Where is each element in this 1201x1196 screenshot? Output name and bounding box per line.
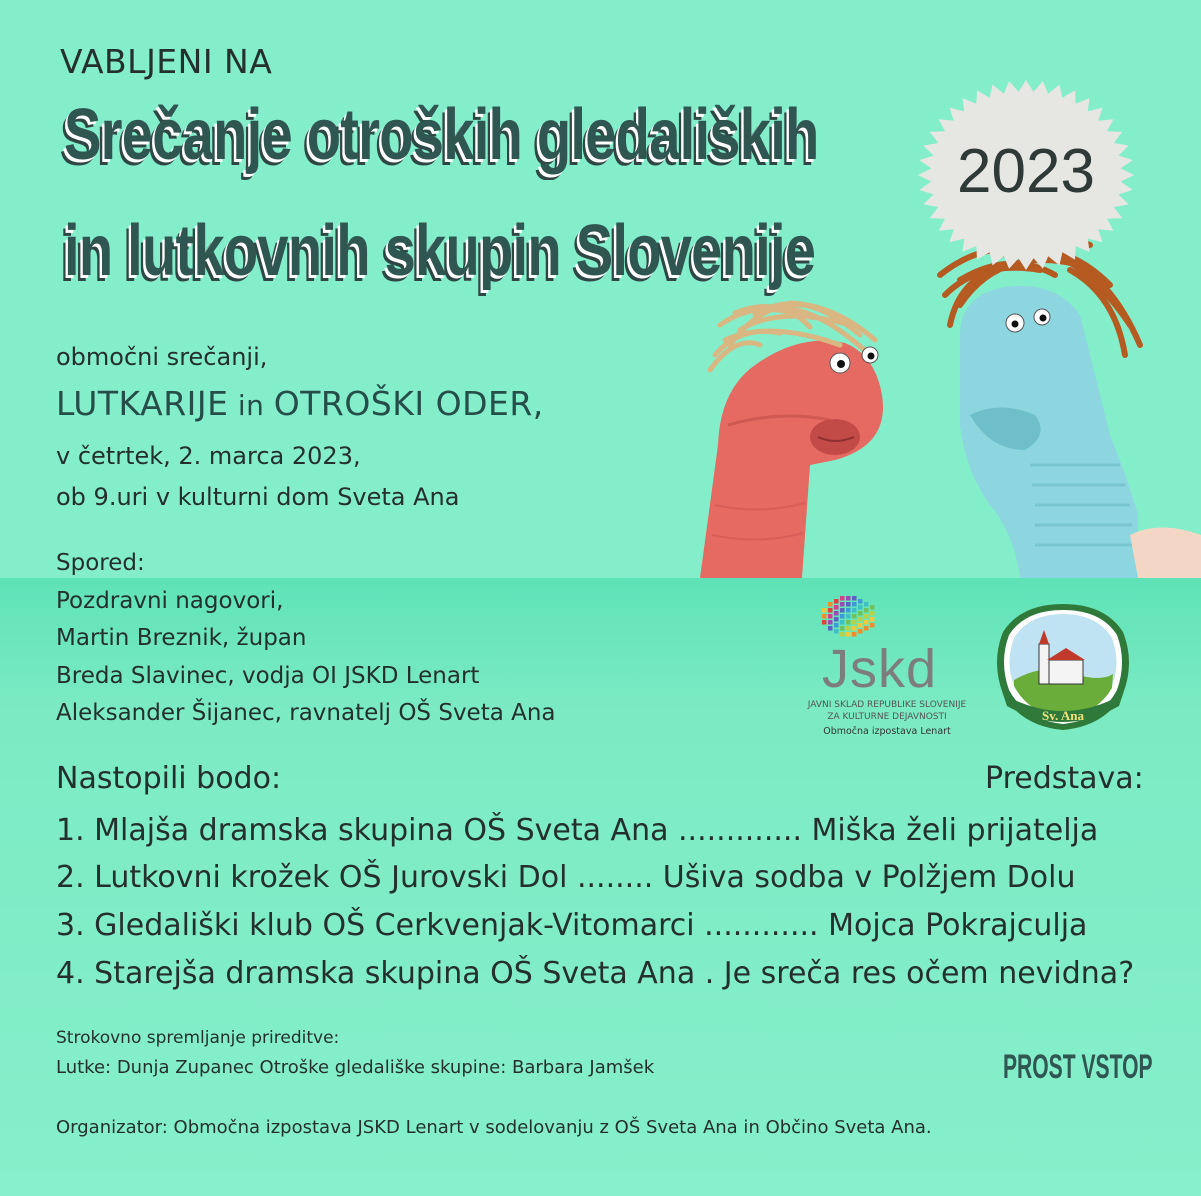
jskd-pixel (870, 623, 875, 628)
jskd-pixel (834, 623, 839, 628)
event-time-place: ob 9.uri v kulturni dom Sveta Ana (56, 483, 460, 511)
jskd-pixel (828, 626, 833, 631)
performance-item: 1. Mlajša dramska skupina OŠ Sveta Ana ............. Miška želi prijatelja (56, 813, 1099, 848)
jskd-pixel (840, 602, 845, 607)
jskd-pixel (870, 605, 875, 610)
event-name-part2: OTROŠKI ODER, (273, 384, 544, 423)
jskd-pixel (840, 596, 845, 601)
jskd-pixel (840, 632, 845, 637)
free-entry-label: PROST VSTOP (1003, 1048, 1153, 1086)
show-heading: Predstava: (985, 761, 1144, 796)
jskd-pixel (852, 626, 857, 631)
jskd-pixel (834, 629, 839, 634)
sock-puppet-blue (940, 236, 1201, 578)
jskd-letters: Jskd (822, 639, 938, 699)
jskd-pixel (858, 617, 863, 622)
jskd-pixel (822, 620, 827, 625)
event-subtitle: območni srečanji, (56, 343, 268, 371)
jskd-pixel (852, 614, 857, 619)
program-heading: Spored: (56, 550, 145, 576)
jskd-pixel (864, 602, 869, 607)
jskd-pixel (834, 599, 839, 604)
performance-item: 3. Gledališki klub OŠ Cerkvenjak-Vitomarci ............ Mojca Pokrajculja (56, 908, 1088, 943)
title-line-2: in lutkovnih skupin Slovenije (64, 211, 816, 291)
jskd-pixel (834, 617, 839, 622)
performers-heading: Nastopili bodo: (56, 761, 282, 796)
crest-label: Sv. Ana (1042, 708, 1084, 723)
jskd-pixel (870, 611, 875, 616)
jskd-pixel (828, 602, 833, 607)
jskd-pixel (840, 614, 845, 619)
program-item: Aleksander Šijanec, ravnatelj OŠ Sveta Ana (56, 700, 556, 726)
jskd-pixel (822, 608, 827, 613)
jskd-pixel (852, 602, 857, 607)
jskd-pixel (858, 611, 863, 616)
organizer-line: Organizator: Območna izpostava JSKD Lenart v sodelovanju z OŠ Sveta Ana in Občino Sveta Ana. (56, 1117, 932, 1138)
jskd-pixel (834, 611, 839, 616)
supervision-names: Lutke: Dunja Zupanec Otroške gledališke skupine: Barbara Jamšek (56, 1057, 655, 1078)
performance-item: 2. Lutkovni krožek OŠ Jurovski Dol ........ Ušiva sodba v Polžjem Dolu (56, 860, 1076, 895)
jskd-pixel (840, 608, 845, 613)
jskd-pixel (846, 620, 851, 625)
jskd-pixel (852, 608, 857, 613)
jskd-pixel (870, 617, 875, 622)
jskd-pixel (852, 596, 857, 601)
program-list (56, 545, 556, 733)
jskd-pixel (840, 620, 845, 625)
jskd-logo (802, 592, 972, 742)
jskd-line-3: Območna izpostava Lenart (823, 726, 951, 737)
jskd-pixel (864, 608, 869, 613)
jskd-pixel (846, 632, 851, 637)
jskd-pixel (846, 608, 851, 613)
program-item: Breda Slavinec, vodja OI JSKD Lenart (56, 662, 480, 689)
jskd-pixel (864, 620, 869, 625)
jskd-pixel (864, 614, 869, 619)
sveta-ana-crest (995, 602, 1131, 732)
invite-line: VABLJENI NA (60, 42, 273, 81)
jskd-pixel (846, 614, 851, 619)
jskd-pixel (858, 623, 863, 628)
supervision-heading: Strokovno spremljanje prireditve: (56, 1028, 340, 1048)
jskd-line-2: ZA KULTURNE DEJAVNOSTI (827, 712, 947, 722)
jskd-pixel (852, 632, 857, 637)
performance-item: 4. Starejša dramska skupina OŠ Sveta Ana . Je sreča res očem nevidna? (56, 956, 1135, 991)
jskd-pixel (834, 605, 839, 610)
jskd-pixel (840, 626, 845, 631)
event-name (56, 384, 544, 423)
year-text: 2023 (957, 137, 1095, 206)
jskd-line-1: JAVNI SKLAD REPUBLIKE SLOVENIJE (807, 700, 967, 710)
jskd-pixel (822, 614, 827, 619)
jskd-pixel (828, 614, 833, 619)
jskd-pixel (846, 626, 851, 631)
jskd-pixel (828, 620, 833, 625)
event-name-part1: LUTKARIJE (56, 384, 229, 423)
jskd-pixel (846, 602, 851, 607)
sock-puppet-red (700, 303, 883, 578)
event-date: v četrtek, 2. marca 2023, (56, 442, 361, 470)
event-name-connector: in (228, 389, 274, 422)
jskd-pixel (858, 605, 863, 610)
jskd-pixel (846, 596, 851, 601)
jskd-pixel (858, 629, 863, 634)
jskd-pixel (858, 599, 863, 604)
program-item: Pozdravni nagovori, (56, 587, 284, 614)
jskd-pixel (852, 620, 857, 625)
starburst-badge (905, 75, 1145, 275)
jskd-pixel (864, 626, 869, 631)
program-item: Martin Breznik, župan (56, 625, 307, 651)
jskd-pixel (828, 608, 833, 613)
title-line-1: Srečanje otroških gledaliških (64, 95, 819, 175)
